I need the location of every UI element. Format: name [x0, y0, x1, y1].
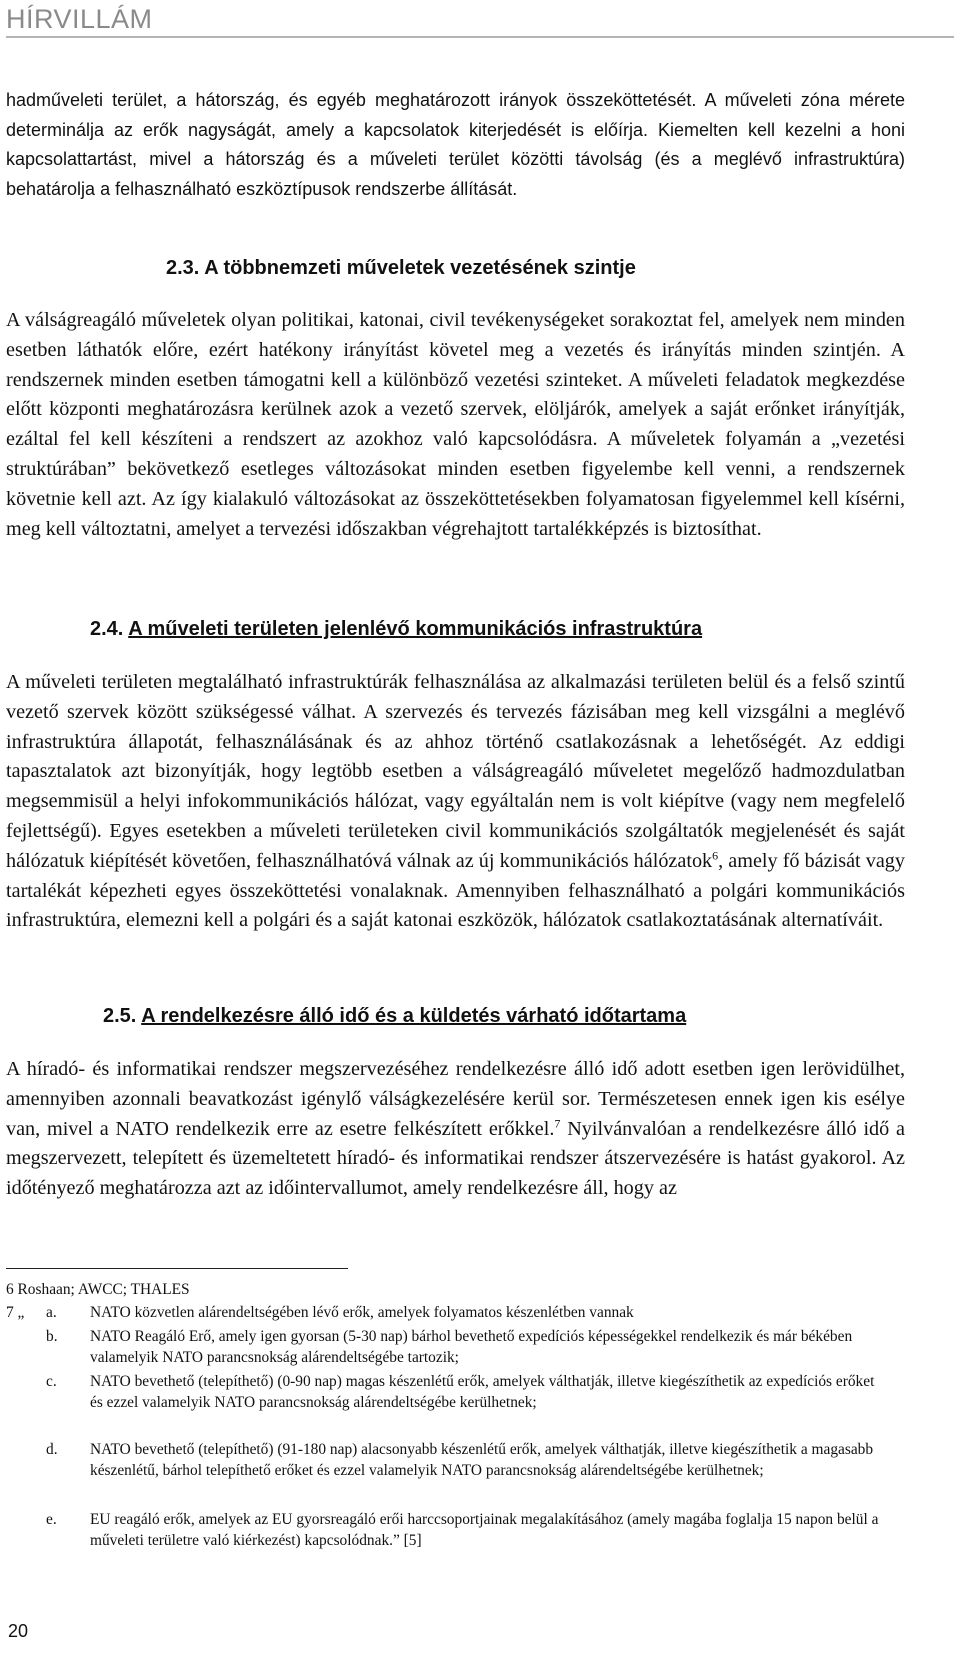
footnote-7-marker: 7 „: [6, 1304, 25, 1321]
section-2-4-title: A műveleti területen jelenlévő kommunikációs infrastruktúra: [128, 618, 703, 640]
footnote-7-item-b: [6, 1327, 886, 1368]
section-2-5-text-before-ref: A híradó- és informatikai rendszer megszervezéséhez rendelkezésre álló idő adott esetben igen lerövidülhet, amennyiben azonnali beavatkozást igénylő válságkezelésére kerül sor. Természetesen ennek igen kis esélye van, mivel a NATO rendelkezik erre az esetre felkészített erőkkel.: [6, 1058, 905, 1140]
footnote-item-text: NATO Reagáló Erő, amely igen gyorsan (5-30 nap) bárhol bevethető expedíciós képességekkel rendelkezik és már békében valamelyik NATO parancsnokság alárendeltségébe tartozik;: [90, 1328, 853, 1366]
section-2-3-title: A többnemzeti műveletek vezetésének szintje: [204, 257, 636, 279]
footnote-7-item-e: [6, 1510, 886, 1551]
section-2-4-heading: [90, 616, 702, 642]
section-2-5-text-after-ref: Nyilvánvalóan a rendelkezésre álló idő a megszervezett, telepített és üzemeltetett híradó- és informatikai rendszer átszervezésére is hatást gyakorol. Az időtényező meghatározza azt az időintervallumot, amely rendelkezésre áll, hogy az: [6, 1117, 905, 1200]
section-2-4-paragraph: [6, 668, 905, 936]
page-header: [6, 2, 954, 36]
footnote-7-item-c: [6, 1372, 886, 1413]
header-rule: [6, 36, 954, 38]
footnote-item-text: NATO bevethető (telepíthető) (91-180 nap) alacsonyabb készenlétű erők, amelyek válthatják, illetve kiegészíthetik a magasabb készenlétű, bárhol telepíthető erőket és ezzel valamelyik NATO parancsnokság alárendeltségébe kerülhetnek;: [90, 1441, 874, 1479]
footnote-7-item-a: [6, 1303, 886, 1324]
page-number: 20: [8, 1621, 29, 1641]
section-2-5-title: A rendelkezésre álló idő és a küldetés várható időtartama: [141, 1005, 687, 1027]
section-2-5-paragraph: [6, 1055, 905, 1204]
footnote-item-letter: b.: [46, 1328, 58, 1345]
section-2-3-number: 2.3.: [166, 257, 200, 279]
footnote-item-text: EU reagáló erők, amelyek az EU gyorsreagáló erői harccsoportjainak megalakításához (amely magába foglalja 15 napon belül a műveleti területre való kiérkezést) kapcsolódnak.” [5]: [90, 1511, 879, 1549]
footnote-ref-6: 6: [712, 848, 719, 863]
footnote-item-text: NATO bevethető (telepíthető) (0-90 nap) magas készenlétű erők, amelyek válthatják, illetve kiegészíthetik az expedíciós erőket és ezzel valamelyik NATO parancsnokság alárendeltségébe kerülhetnek;: [90, 1373, 875, 1411]
section-2-5-heading: [103, 1003, 686, 1029]
section-2-3-paragraph: A válságreagáló műveletek olyan politikai, katonai, civil tevékenységeket sorakoztat fel, amelyek nem minden esetben láthatók előre, ezért hatékony irányítást követel meg a vezetés és irányítás minden szintjén. A rendszernek minden esetben támogatni kell a különböző vezetési szinteket. A műveleti feladatok megkezdése előtt központi meghatározásra kerülnek azok a vezető szervek, elöljárók, amelyek a saját erőnket irányítják, ezáltal fel kell készíteni a rendszert az azokhoz való kapcsolódásra. A műveletek folyamán a „vezetési struktúrában” bekövetkező esetleges változásokat minden esetben figyelembe kell venni, a rendszernek követnie kell azt. Az így kialakuló változásokat az összeköttetésekben folyamatosan figyelemmel kell kísérni, meg kell változtatni, amelyet a tervezési időszakban végrehajtott tartalékképzés is biztosíthat.: [6, 309, 905, 540]
section-2-5-number: 2.5.: [103, 1005, 137, 1027]
footnote-ref-7: 7: [554, 1115, 561, 1130]
header-title: HÍRVILLÁM: [6, 4, 153, 34]
section-2-3-heading: [166, 255, 636, 281]
footnote-item-text: NATO közvetlen alárendeltségében lévő erők, amelyek folyamatos készenlétben vannak: [90, 1304, 634, 1321]
section-2-4-text-after-ref: , amely fő bázisát vagy tartalékát képezheti egyes összeköttetési vonalaknak. Amennyiben felhasználható a polgári kommunikációs infrastruktúra, elemezni kell a polgári és a saját katonai eszközök, hálózatok csatlakoztatásának alternatíváit.: [6, 849, 905, 932]
footnote-item-letter: a.: [46, 1304, 57, 1321]
footnote-item-letter: e.: [46, 1511, 57, 1528]
footnote-7-item-d: [6, 1440, 886, 1481]
section-2-4-number: 2.4.: [90, 618, 124, 640]
footnote-item-letter: c.: [46, 1373, 57, 1390]
section-2-4-text-before-ref: A műveleti területen megtalálható infrastruktúrák felhasználása az alkalmazási területen belül és a felső szintű vezető szervek között szükségessé válhat. A szervezés és tervezés fázisában meg kell vizsgálni a meglévő infrastruktúra állapotát, felhasználásának és az ahhoz történő csatlakozásnak a lehetőségét. Az eddigi tapasztalatok azt bizonyítják, hogy legtöbb esetben a válságreagáló műveletet megelőző hadmozdulatban megsemmisül a helyi infokommunikációs hálózat, vagy egyáltalán nem is volt kiépítve (vagy nem megfelelő fejlettségű). Egyes esetekben a műveleti területeken civil kommunikációs szolgáltatók megjelenését és saját hálózatuk kiépítését követően, felhasználhatóvá válnak az új kommunikációs hálózatok: [6, 671, 905, 872]
intro-paragraph: hadműveleti terület, a hátország, és egyéb meghatározott irányok összeköttetését. A műveleti zóna mérete determinálja az erők nagyságát, amely a kapcsolatok kiterjedését is előírja. Kiemelten kell kezelni a honi kapcsolattartást, mivel a hátország és a műveleti terület közötti távolság (és a meglévő infrastruktúra) behatárolja a felhasználható eszköztípusok rendszerbe állítását.: [6, 90, 905, 199]
footnote-6: 6 Roshaan; AWCC; THALES: [6, 1281, 190, 1298]
footnote-separator: [6, 1268, 348, 1269]
footnote-item-letter: d.: [46, 1441, 58, 1458]
